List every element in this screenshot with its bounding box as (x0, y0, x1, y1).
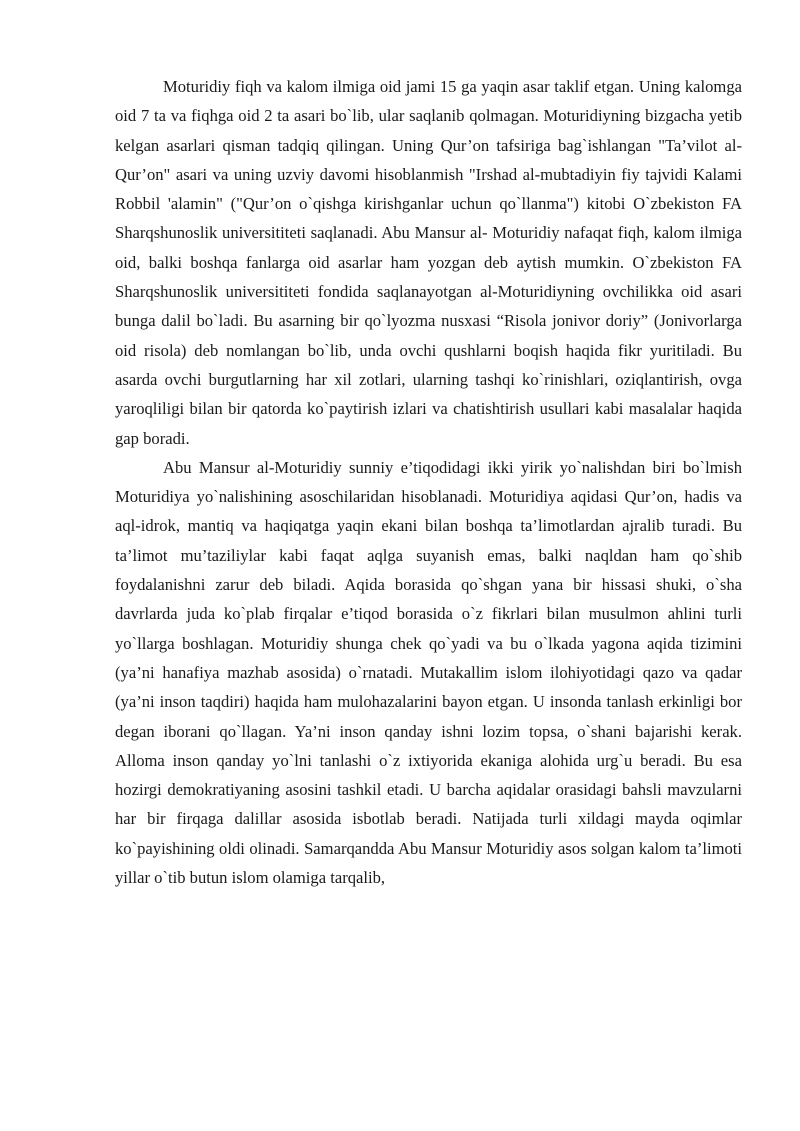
paragraph-moturidiy-works: Moturidiy fiqh va kalom ilmiga oid jami 15 ga yaqin asar taklif etgan. Uning kalomga oid 7 ta va fiqhga oid 2 ta asari bo`lib, ular saqlanib qolmagan. Moturidiyning bizgacha yetib kelgan asarlari qisman tadqiq qilingan. Uning Qur’on tafsiriga bag`ishlangan "Ta’vilot al-Qur’on" asari va uning uzviy davomi hisoblanmish "Irshad al-mubtadiyin fiy tajvidi Kalami Robbil 'alamin" ("Qur’on o`qishga kirishganlar uchun qo`llanma") kitobi O`zbekiston FA Sharqshunoslik universititeti saqlanadi. Abu Mansur al- Moturidiy nafaqat fiqh, kalom ilmiga oid, balki boshqa fanlarga oid asarlar ham yozgan deb aytish mumkin. O`zbekiston FA Sharqshunoslik universititeti fondida saqlanayotgan al-Moturidiyning ovchilikka oid asari bunga dalil bo`ladi. Bu asarning bir qo`lyozma nusxasi “Risola jonivor doriy” (Jonivorlarga oid risola) deb nomlangan bo`lib, unda ovchi qushlarni boqish haqida fikr yuritiladi. Bu asarda ovchi burgutlarning har xil zotlari, ularning tashqi ko`rinishlari, oziqlantirish, ovga yaroqliligi bilan bir qatorda ko`paytirish izlari va chatishtirish usullari kabi masalalar haqida gap boradi. (115, 77, 742, 448)
paragraph-moturidiya-doctrine: Abu Mansur al-Moturidiy sunniy e’tiqodidagi ikki yirik yo`nalishdan biri bo`lmish Moturidiya yo`nalishining asoschilaridan hisoblanadi. Moturidiya aqidasi Qur’on, hadis va aql-idrok, mantiq va haqiqatga yaqin ekani bilan boshqa ta’limotlardan ajralib turadi. Bu ta’limot mu’taziliylar kabi faqat aqlga suyanish emas, balki naqldan ham qo`shib foydalanishni zarur deb biladi. Aqida borasida qo`shgan yana bir hissasi shuki, o`sha davrlarda juda ko`plab firqalar e’tiqod borasida o`z fikrlari bilan musulmon ahlini turli yo`llarga boshlagan. Moturidiy shunga chek qo`yadi va bu o`lkada yagona aqida tizimini (ya’ni hanafiya mazhab asosida) o`rnatadi. Mutakallim islom ilohiyotidagi qazo va qadar (ya’ni inson taqdiri) haqida ham mulohazalarini bayon etgan. U insonda tanlash erkinligi bor degan iborani qo`llagan. Ya’ni inson qanday ishni lozim topsa, o`shani bajarishi kerak. Alloma inson qanday yo`lni tanlashi o`z ixtiyorida ekaniga alohida urg`u beradi. Bu esa hozirgi demokratiyaning asosini tashkil etadi. U barcha aqidalar orasidagi bahsli mavzularni har bir firqaga dalillar asosida isbotlab beradi. Natijada turli xildagi mayda oqimlar ko`payishining oldi olinadi. Samarqandda Abu Mansur Moturidiy asos solgan kalom ta’limoti yillar o`tib butun islom olamiga tarqalib, (115, 457, 742, 888)
document-page (115, 72, 742, 892)
